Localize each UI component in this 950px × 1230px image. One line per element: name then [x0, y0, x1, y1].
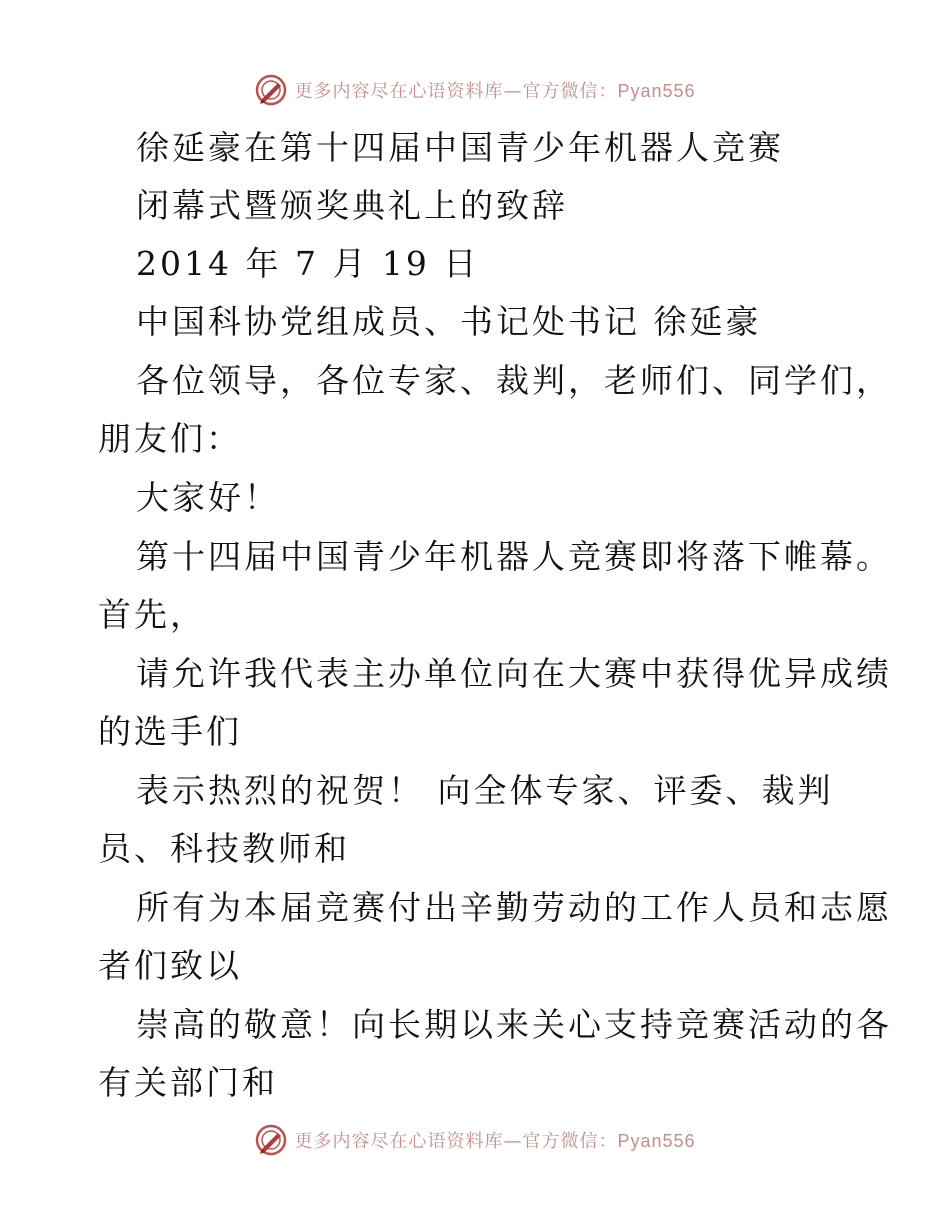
body-line: 崇高的敬意！向长期以来关心支持竞赛活动的各	[136, 1005, 892, 1044]
body-line: 各位领导，各位专家、裁判，老师们、同学们，	[136, 361, 892, 400]
body-line: 所有为本届竞赛付出辛勤劳动的工作人员和志愿	[136, 888, 892, 927]
date-line: 2014 年 7 月 19 日	[136, 244, 480, 283]
pen-seal-logo-icon	[254, 73, 288, 107]
body-line: 大家好！	[136, 478, 280, 517]
pen-seal-logo-icon	[254, 1123, 288, 1157]
watermark-text: 更多内容尽在心语资料库—官方微信：Pyan556	[294, 81, 696, 102]
author-line: 中国科协党组成员、书记处书记 徐延豪	[136, 302, 762, 341]
body-line: 首先，	[98, 595, 206, 634]
body-line: 朋友们：	[98, 419, 242, 458]
watermark-text: 更多内容尽在心语资料库—官方微信：Pyan556	[294, 1131, 696, 1152]
body-line: 有关部门和	[98, 1063, 278, 1102]
body-line: 请允许我代表主办单位向在大赛中获得优异成绩	[136, 654, 892, 693]
title-line-2: 闭幕式暨颁奖典礼上的致辞	[136, 186, 568, 225]
body-line: 员、科技教师和	[98, 829, 350, 868]
header-watermark	[0, 70, 950, 110]
body-line: 的选手们	[98, 712, 242, 751]
body-line: 表示热烈的祝贺！ 向全体专家、评委、裁判	[136, 771, 834, 810]
title-line-1: 徐延豪在第十四届中国青少年机器人竞赛	[136, 128, 784, 167]
body-line: 者们致以	[98, 946, 242, 985]
footer-watermark	[0, 1120, 950, 1160]
body-line: 第十四届中国青少年机器人竞赛即将落下帷幕。	[136, 537, 892, 576]
